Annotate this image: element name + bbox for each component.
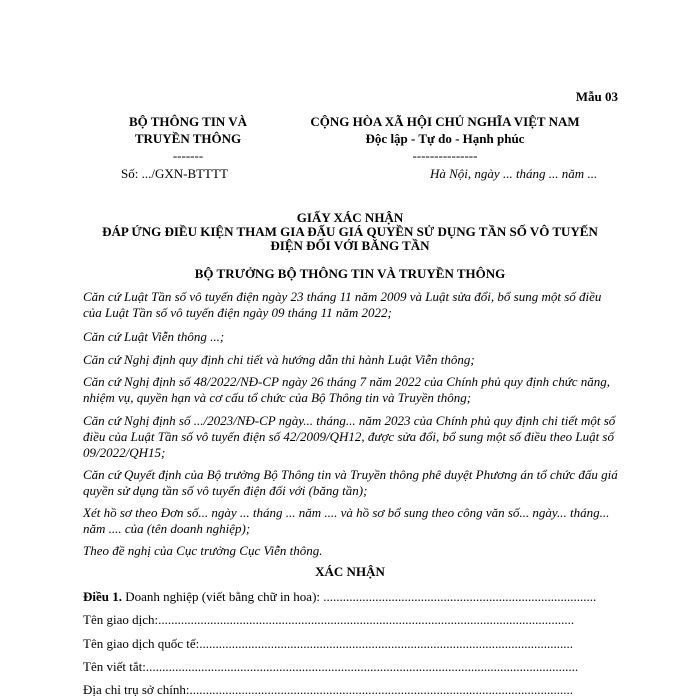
confirm-heading: XÁC NHẬN: [315, 564, 385, 579]
field-label: Tên viết tắt:: [83, 659, 146, 674]
field-short-name: [83, 659, 608, 675]
field-label: Tên giao dịch quốc tế:: [83, 636, 200, 651]
form-number: Mẫu 03: [575, 89, 618, 104]
field-dots: ......................................................................................................................: [189, 682, 574, 697]
title-line-1: GIẤY XÁC NHẬN: [296, 210, 404, 225]
field-dots: ...................................................................................................................: [199, 636, 573, 651]
place-date: Hà Nội, ngày ... tháng ... năm ...: [430, 166, 598, 181]
field-trade-name: [83, 612, 608, 628]
agency-separator: -------: [172, 148, 204, 163]
document-title: [70, 211, 630, 253]
legal-basis-1: Căn cứ Luật Tần số vô tuyến điện ngày 23 tháng 11 năm 2009 và Luật sửa đổi, bổ sung một số điều của Luật Tần số vô tuyến điện ngày 09 tháng 11 năm 2022;: [83, 289, 602, 320]
legal-basis-3: Căn cứ Nghị định quy định chi tiết và hướng dẫn thi hành Luật Viễn thông;: [83, 352, 475, 367]
legal-basis-8: Theo đề nghị của Cục trưởng Cục Viễn thông.: [83, 543, 323, 558]
article-1-line: [83, 589, 608, 605]
legal-basis-6: Căn cứ Quyết định của Bộ trưởng Bộ Thông tin và Truyền thông phê duyệt Phương án tổ chức đấu giá quyền sử dụng tần số vô tuyến điện đối với (băng tần);: [83, 467, 618, 498]
motto: Độc lập - Tự do - Hạnh phúc: [365, 131, 525, 146]
article-1-label: Doanh nghiệp (viết bằng chữ in hoa):: [122, 589, 324, 604]
field-label: Tên giao dịch:: [83, 612, 159, 627]
issuing-agency: [103, 113, 273, 164]
agency-line-2: TRUYỀN THÔNG: [134, 131, 242, 146]
national-motto: [290, 113, 600, 164]
authority-heading: BỘ TRƯỞNG BỘ THÔNG TIN VÀ TRUYỀN THÔNG: [194, 266, 506, 281]
field-dots: ................................................................................................................................: [158, 612, 575, 627]
legal-basis-7: Xét hồ sơ theo Đơn số... ngày ... tháng ... năm .... và hồ sơ bổ sung theo công văn số... ngày... tháng... năm .... của (tên doanh nghiệp);: [83, 505, 610, 536]
document-number: Số: .../GXN-BTTTT: [121, 166, 228, 181]
title-line-2: ĐÁP ỨNG ĐIỀU KIỆN THAM GIA ĐẤU GIÁ QUYỀN SỬ DỤNG TẦN SỐ VÔ TUYẾN: [102, 224, 598, 239]
field-international-name: [83, 636, 608, 652]
legal-basis-4: Căn cứ Nghị định số 48/2022/NĐ-CP ngày 26 tháng 7 năm 2022 của Chính phủ quy định chức năng, nhiệm vụ, quyền hạn và cơ cấu tổ chức của Bộ Thông tin và Truyền thông;: [83, 374, 611, 405]
title-line-3: ĐIỆN ĐỐI VỚI BĂNG TẦN: [270, 238, 430, 253]
field-label: Địa chỉ trụ sở chính:: [83, 682, 190, 697]
country-name: CỘNG HÒA XÃ HỘI CHỦ NGHĨA VIỆT NAM: [310, 114, 580, 129]
agency-line-1: BỘ THÔNG TIN VÀ: [128, 114, 248, 129]
field-head-office: [83, 682, 608, 698]
legal-basis-5: Căn cứ Nghị định số .../2023/NĐ-CP ngày... tháng... năm 2023 của Chính phủ quy định chi tiết một số điều của Luật Tần số vô tuyến điện số 42/2009/QH12, được sửa đổi, bổ sung một số điều theo Luật số 09/2022/QH15;: [83, 413, 616, 460]
article-1-dots: ....................................................................................: [323, 589, 597, 604]
article-1-number: Điều 1.: [83, 589, 122, 604]
motto-separator: ---------------: [412, 148, 478, 163]
legal-basis-2: Căn cứ Luật Viễn thông ...;: [83, 329, 225, 344]
field-dots: .....................................................................................................................................: [145, 659, 579, 674]
